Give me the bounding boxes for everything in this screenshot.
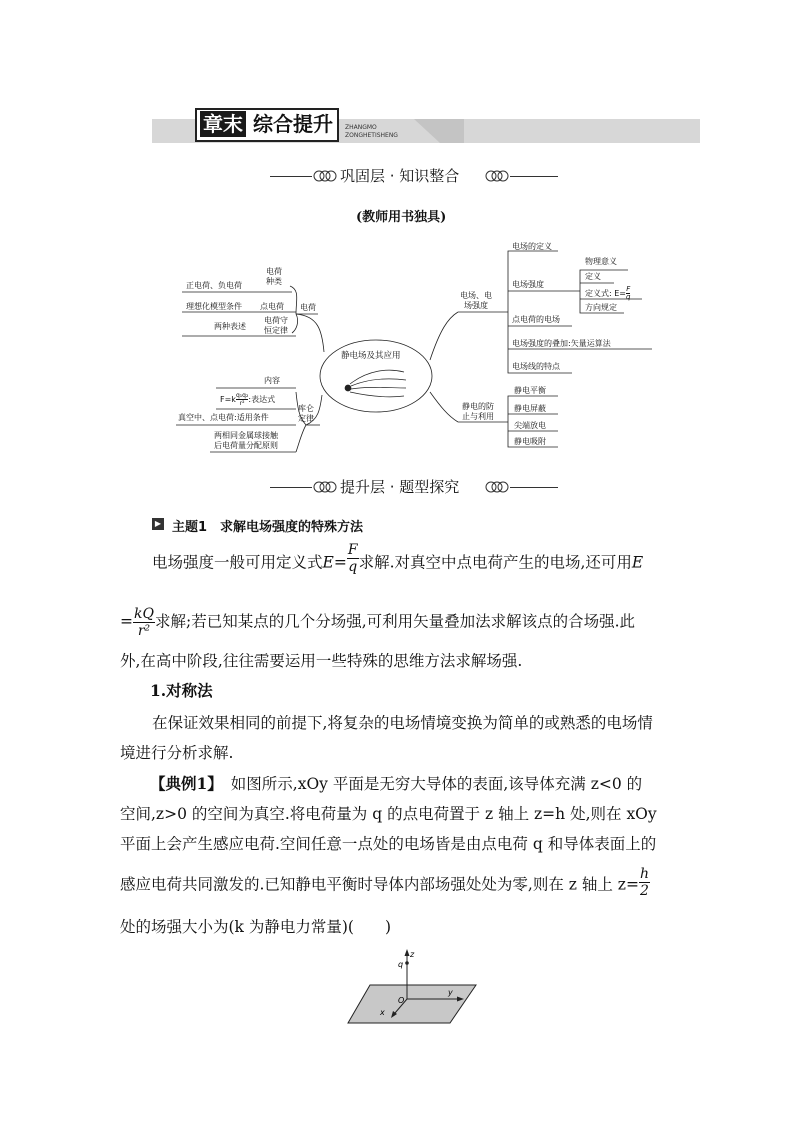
section-rule-right <box>510 487 558 488</box>
header-title: 综合提升 <box>253 112 333 136</box>
figure-label-z: z <box>410 950 415 959</box>
figure-label-q: q <box>398 960 404 969</box>
mm-coulomb-condition: 真空中、点电荷:适用条件 <box>178 413 269 422</box>
mm-charge-kinds-left: 正电荷、负电荷 <box>186 281 242 290</box>
mm-charge: 电荷 <box>300 303 316 312</box>
header-chapter-end: 章末 <box>200 111 246 137</box>
mm-eq-item: 静电屏蔽 <box>514 404 546 413</box>
figure-label-x: x <box>380 1008 385 1017</box>
mindmap-lines <box>0 0 794 470</box>
section-rule-left <box>270 487 312 488</box>
p1-line3: 外,在高中阶段,往往需要运用一些特殊的思维方法求解场强. <box>120 652 523 670</box>
mm-strength-sub: 物理意义 <box>585 257 617 266</box>
mm-coulomb-distribution: 两相同金属球接触 后电荷量分配原则 <box>214 431 278 450</box>
mm-cons-left: 两种表述 <box>214 322 246 331</box>
mm-field-item: 电场强度 <box>512 280 544 289</box>
example1-line2: 空间,z>0 的空间为真空.将电荷量为 q 的点电荷置于 z 轴上 z=h 处,则在 xOy <box>120 805 657 823</box>
theme1-title: 主题1 求解电场强度的特殊方法 <box>172 520 364 535</box>
example1-line4: 感应电荷共同激发的.已知静电平衡时导体内部场强处处为零,则在 z 轴上 z= $\frac{h}{2}$ <box>120 866 649 899</box>
section-ornament-left <box>312 479 338 495</box>
mm-charge-conservation: 电荷守 恒定律 <box>264 316 288 335</box>
example1-line5: 处的场强大小为(k 为静电力常量)( ) <box>120 918 392 936</box>
mm-model-left: 理想化模型条件 <box>186 302 242 311</box>
theme-marker-icon: ▶ <box>152 518 164 530</box>
mm-field: 电场、电 场强度 <box>460 291 492 310</box>
section1-title: 巩固层 · 知识整合 <box>340 167 460 185</box>
mm-strength-formula: 定义式: E= $\frac{F}{q}$ <box>585 285 631 301</box>
p2-line2: 境进行分析求解. <box>120 744 234 762</box>
mm-field-item: 电场的定义 <box>512 242 552 251</box>
mm-eq-item: 静电吸附 <box>514 437 546 446</box>
method1-title: 1.对称法 <box>150 681 213 700</box>
mm-coulomb-content: 内容 <box>264 376 280 385</box>
mm-coulomb: 库仑 定律 <box>298 404 314 423</box>
mm-direction-rule: 方向规定 <box>585 303 617 312</box>
figure-label-O: O <box>398 996 405 1005</box>
figure-label-y: y <box>448 988 453 997</box>
mm-point-charge: 点电荷 <box>260 302 284 311</box>
mm-charge-kinds: 电荷 种类 <box>266 267 282 286</box>
example1-line3: 平面上会产生感应电荷.空间任意一点处的电场皆是由点电荷 q 和导体表面上的 <box>120 835 657 853</box>
mm-coulomb-formula: F=k $\frac{\text{q₁q₂}}{\text{r²}}$ :表达式 <box>220 392 276 407</box>
section1-subtitle: (教师用书独具) <box>356 210 447 225</box>
p2-line1: 在保证效果相同的前提下,将复杂的电场情境变换为简单的或熟悉的电场情 <box>152 714 653 732</box>
p1-line2: = $\frac{kQ}{\text{r²}}$ 求解;若已知某点的几个分场强,可利用矢量叠加法求解该点的合场强.此 <box>120 606 636 639</box>
example1-tag: 【典例1】 <box>150 774 223 793</box>
mm-field-item: 电场线的特点 <box>512 362 560 371</box>
mm-eq-item: 静电平衡 <box>514 386 546 395</box>
mm-eq-item: 尖端放电 <box>514 421 546 430</box>
mindmap-center-label: 静电场及其应用 <box>341 351 401 361</box>
example1-line1: 【典例1】 如图所示,xOy 平面是无穷大导体的表面,该导体充满 z<0 的 <box>150 774 643 793</box>
mm-strength-sub: 定义 <box>585 272 601 281</box>
figure-plane <box>340 945 480 1025</box>
section2-title: 提升层 · 题型探究 <box>340 478 460 496</box>
mm-field-item: 电场强度的叠加:矢量运算法 <box>512 339 611 348</box>
section-ornament-right <box>484 479 510 495</box>
p1-line1: 电场强度一般可用定义式E= $\frac{F}{q}$ 求解.对真空中点电荷产生的电场,还可用E <box>152 542 644 575</box>
header-pinyin: ZHANGMO ZONGHETISHENG <box>345 124 398 139</box>
mm-equilibrium: 静电的防 止与利用 <box>462 402 494 421</box>
mm-field-item: 点电荷的电场 <box>512 315 560 324</box>
